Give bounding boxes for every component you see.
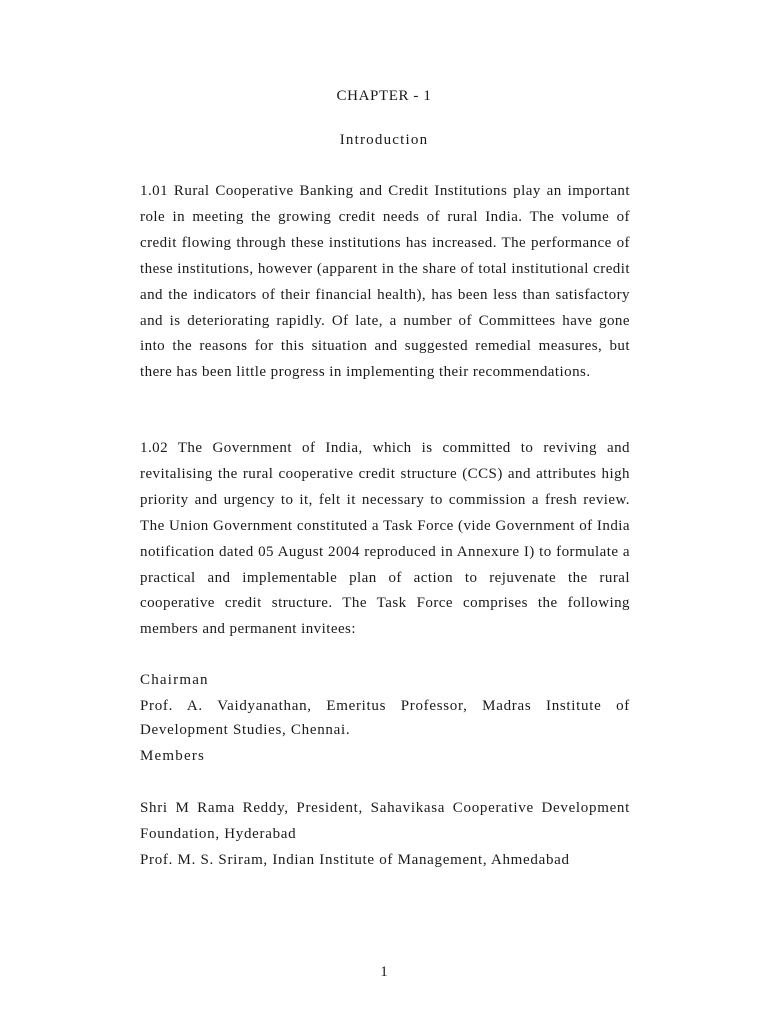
paragraph-1-01: 1.01 Rural Cooperative Banking and Credit Institutions play an important role in meeting the growing credit needs of rural India. The volume of credit flowing through these institutions has increased. The performance of these institutions, however (apparent in the share of total institutional credit and the indicators of their financial health), has been less than satisfactory and is deteriorating rapidly. Of late, a number of Committees have gone into the reasons for this situation and suggested remedial measures, but there has been little progress in implementing their recommendations. — [140, 183, 630, 381]
members-heading: Members — [140, 748, 206, 764]
member-entry-line: Shri M Rama Reddy, President, Sahavikasa Cooperative Development — [140, 800, 630, 816]
paragraph-1-02: 1.02 The Government of India, which is committed to reviving and revitalising the rural cooperative credit structure (CCS) and attributes high priority and urgency to it, felt it necessary to commission a fresh review. The Union Government constituted a Task Force (vide Government of India notification dated 05 August 2004 reproduced in Annexure I) to formulate a practical and implementable plan of action to rejuvenate the rural cooperative credit structure. The Task Force comprises the following members and permanent invitees: — [140, 440, 630, 638]
chairman-line: Development Studies, Chennai. — [140, 722, 351, 738]
chairman-line: Prof. A. Vaidyanathan, Emeritus Professor, Madras Institute of — [140, 698, 630, 714]
chairman-heading: Chairman — [140, 672, 209, 688]
page-number: 1 — [380, 964, 388, 980]
chapter-heading: CHAPTER - 1 — [336, 88, 432, 104]
member-entry-line: Prof. M. S. Sriram, Indian Institute of Management, Ahmedabad — [140, 852, 570, 868]
member-entry-line: Foundation, Hyderabad — [140, 826, 297, 842]
chapter-title: Introduction — [339, 132, 429, 148]
